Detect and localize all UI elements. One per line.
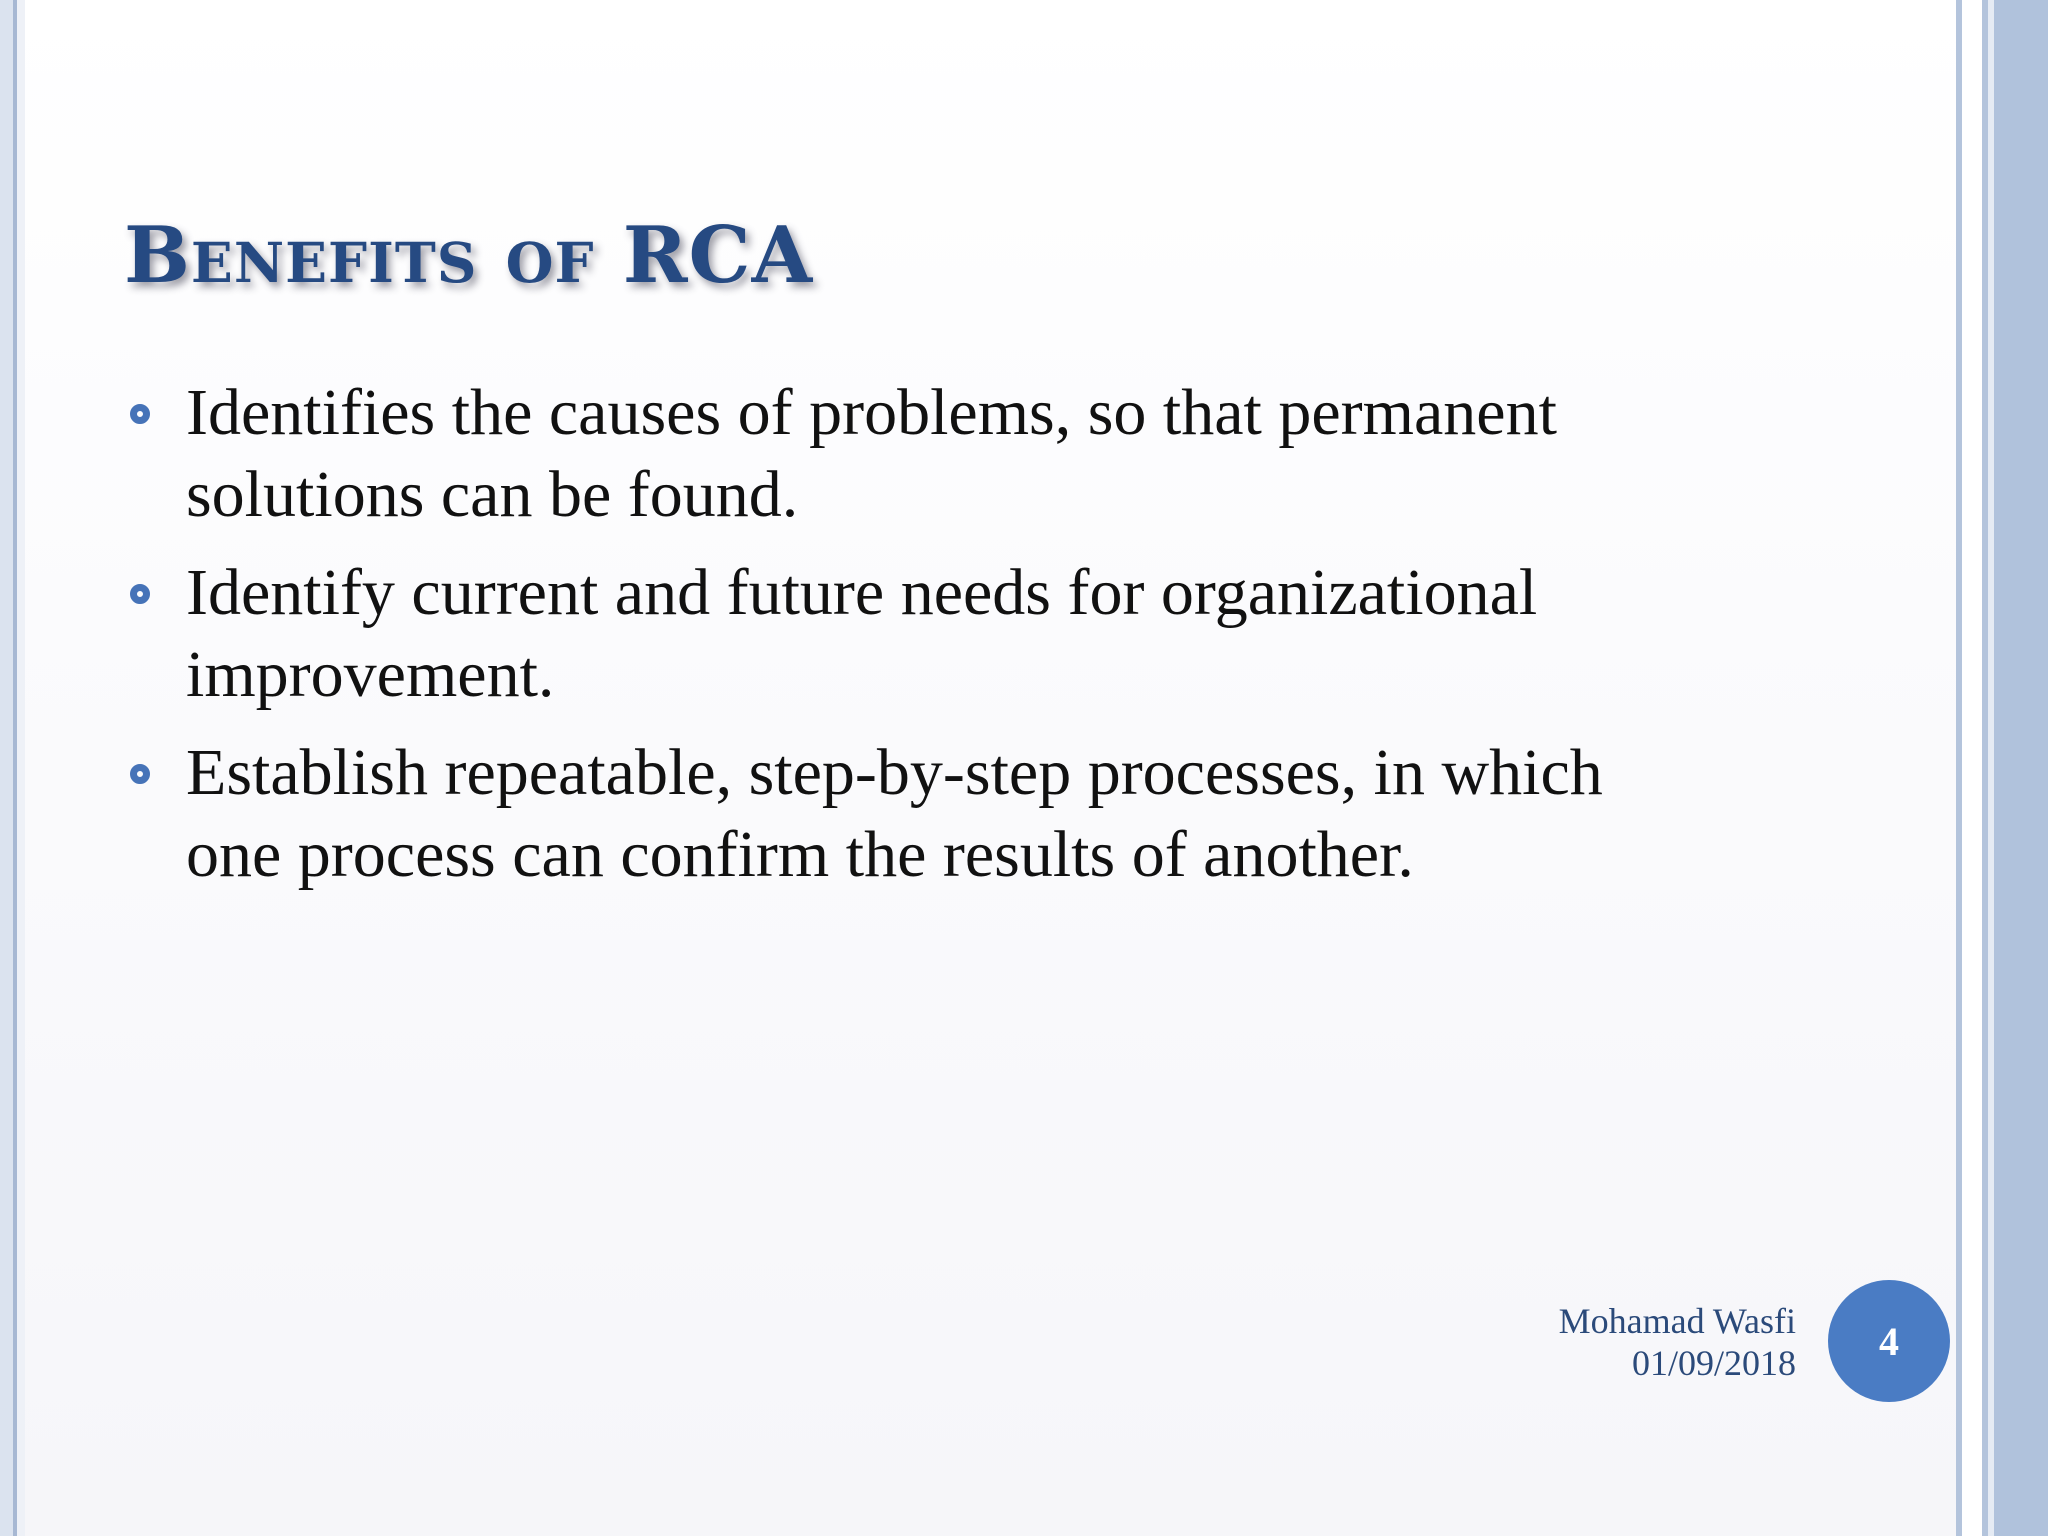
circle-bullet-icon bbox=[130, 404, 150, 424]
circle-bullet-icon bbox=[130, 584, 150, 604]
footer-date: 01/09/2018 bbox=[1631, 1343, 1796, 1383]
slide-title: Benefits of RCA bbox=[124, 210, 814, 301]
footer bbox=[1559, 1300, 1796, 1384]
bullet-list bbox=[130, 372, 1690, 912]
left-border-stripe bbox=[0, 0, 13, 1536]
list-item bbox=[130, 552, 1690, 716]
right-border-band bbox=[1994, 0, 2048, 1536]
left-border-inner bbox=[17, 0, 25, 1536]
page-number: 4 bbox=[1879, 1318, 1899, 1364]
bullet-text: Identifies the causes of problems, so that permanent solutions can be found. bbox=[186, 376, 1557, 531]
page-number-badge bbox=[1828, 1280, 1950, 1402]
footer-author: Mohamad Wasfi bbox=[1558, 1301, 1796, 1341]
bullet-text: Identify current and future needs for organizational improvement. bbox=[186, 556, 1538, 711]
list-item bbox=[130, 372, 1690, 536]
right-border-gap bbox=[1962, 0, 1982, 1536]
bullet-text: Establish repeatable, step-by-step processes, in which one process can confirm the results of another. bbox=[186, 736, 1603, 891]
circle-bullet-icon bbox=[130, 764, 150, 784]
list-item bbox=[130, 732, 1690, 896]
